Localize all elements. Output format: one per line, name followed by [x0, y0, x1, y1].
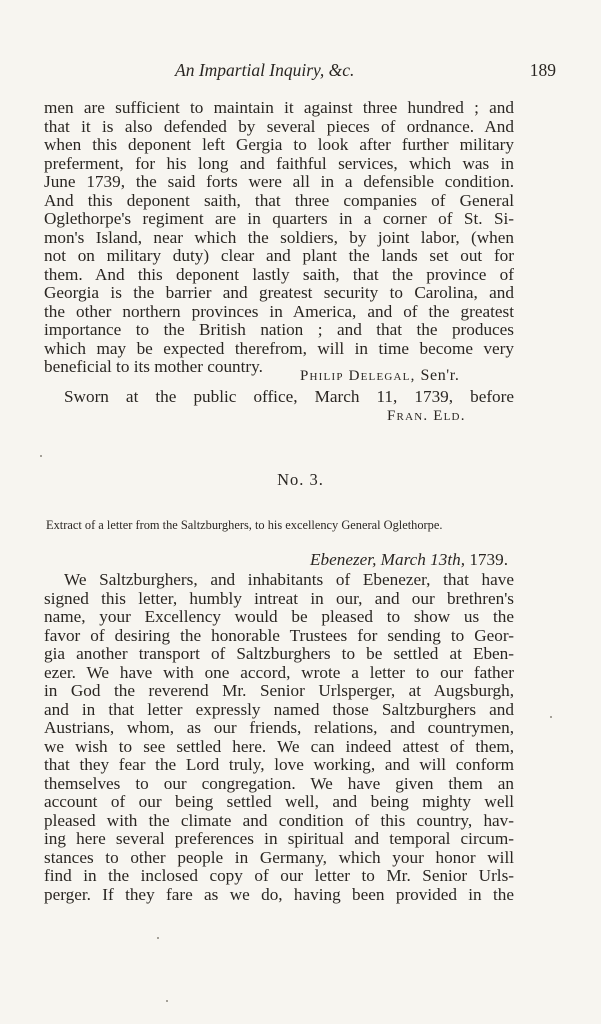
text-line: in God the reverend Mr. Senior Urlsperger, at Augsburgh, [44, 681, 514, 700]
running-title: An Impartial Inquiry, &c. [175, 60, 355, 80]
paper-speck [550, 716, 552, 718]
text-line: gia another transport of Saltzburghers to be settled at Eben- [44, 644, 514, 663]
text-line: themselves to our congregation. We have given them an [44, 773, 514, 793]
paper-speck [40, 455, 42, 457]
text-line: them. And this deponent lastly saith, that the province of [44, 264, 514, 284]
text-line: find in the inclosed copy of our letter to Mr. Senior Urls- [44, 866, 514, 885]
text-line: preferment, for his long and faithful services, which was in [44, 153, 514, 173]
dateline [310, 550, 508, 570]
page-header [40, 60, 560, 84]
text-line: ezer. We have with one accord, wrote a letter to our father [44, 662, 514, 682]
text-line: the other northern provinces in America, and of the greatest [44, 301, 514, 321]
text-line: name, your Excellency would be pleased to show us the [44, 607, 514, 626]
text-line: and in that letter expressly named those Saltzburghers and [44, 699, 514, 719]
text-line: which may be expected therefrom, will in time become very [44, 338, 514, 358]
paper-speck [157, 937, 159, 939]
text-line: beneficial to its mother country. [44, 357, 263, 376]
sworn-line: Sworn at the public office, March 11, 1739, before [64, 387, 514, 406]
witness-signature: Fran. Eld. [387, 408, 466, 424]
signature-suffix: Sen'r. [420, 367, 460, 384]
text-line: when this deponent left Gergia to look after further military [44, 135, 514, 154]
dateline-place: Ebenezer, March 13th, [310, 550, 466, 569]
text-line: Oglethorpe's regiment are in quarters in a corner of St. Si- [44, 209, 514, 228]
letter-caption: Extract of a letter from the Saltzburghers, to his excellency General Oglethorpe. [46, 518, 443, 532]
text-line: we wish to see settled here. We can indeed attest of them, [44, 736, 514, 756]
signature-name: Philip Delegal, [300, 368, 416, 384]
text-line: favor of desiring the honorable Trustees for sending to Geor- [44, 625, 514, 645]
dateline-year: 1739. [469, 550, 508, 569]
text-line: And this deponent saith, that three companies of General [44, 190, 514, 210]
text-line: We Saltzburghers, and inhabitants of Ebenezer, that have [64, 570, 514, 589]
text-line: that they fear the Lord truly, love working, and will conform [44, 755, 514, 774]
page-number: 189 [529, 60, 556, 80]
text-line: perger. If they fare as we do, having been provided in the [44, 884, 514, 904]
text-line: mon's Island, near which the soldiers, by joint labor, (when [44, 227, 514, 247]
text-line: Austrians, whom, as our friends, relations, and countrymen, [44, 718, 514, 737]
text-line: pleased with the climate and condition of this country, hav- [44, 810, 514, 830]
section-heading: No. 3. [277, 470, 324, 489]
text-line: that it is also defended by several pieces of ordnance. And [44, 116, 514, 136]
text-line: Georgia is the barrier and greatest security to Carolina, and [44, 283, 514, 302]
text-line: signed this letter, humbly intreat in our, and our brethren's [44, 588, 514, 608]
text-line: stances to other people in Germany, which your honor will [44, 847, 514, 867]
text-line: account of our being settled well, and being mighty well [44, 792, 514, 811]
text-line: men are sufficient to maintain it against three hundred ; and [44, 98, 514, 117]
signature [300, 367, 459, 385]
paper-speck [166, 1000, 168, 1002]
text-line: ing here several preferences in spiritual and temporal circum- [44, 829, 514, 848]
text-line: importance to the British nation ; and that the produces [44, 320, 514, 339]
text-line: not on military duty) clear and plant the lands set out for [44, 246, 514, 265]
text-line: June 1739, the said forts were all in a defensible condition. [44, 172, 514, 191]
